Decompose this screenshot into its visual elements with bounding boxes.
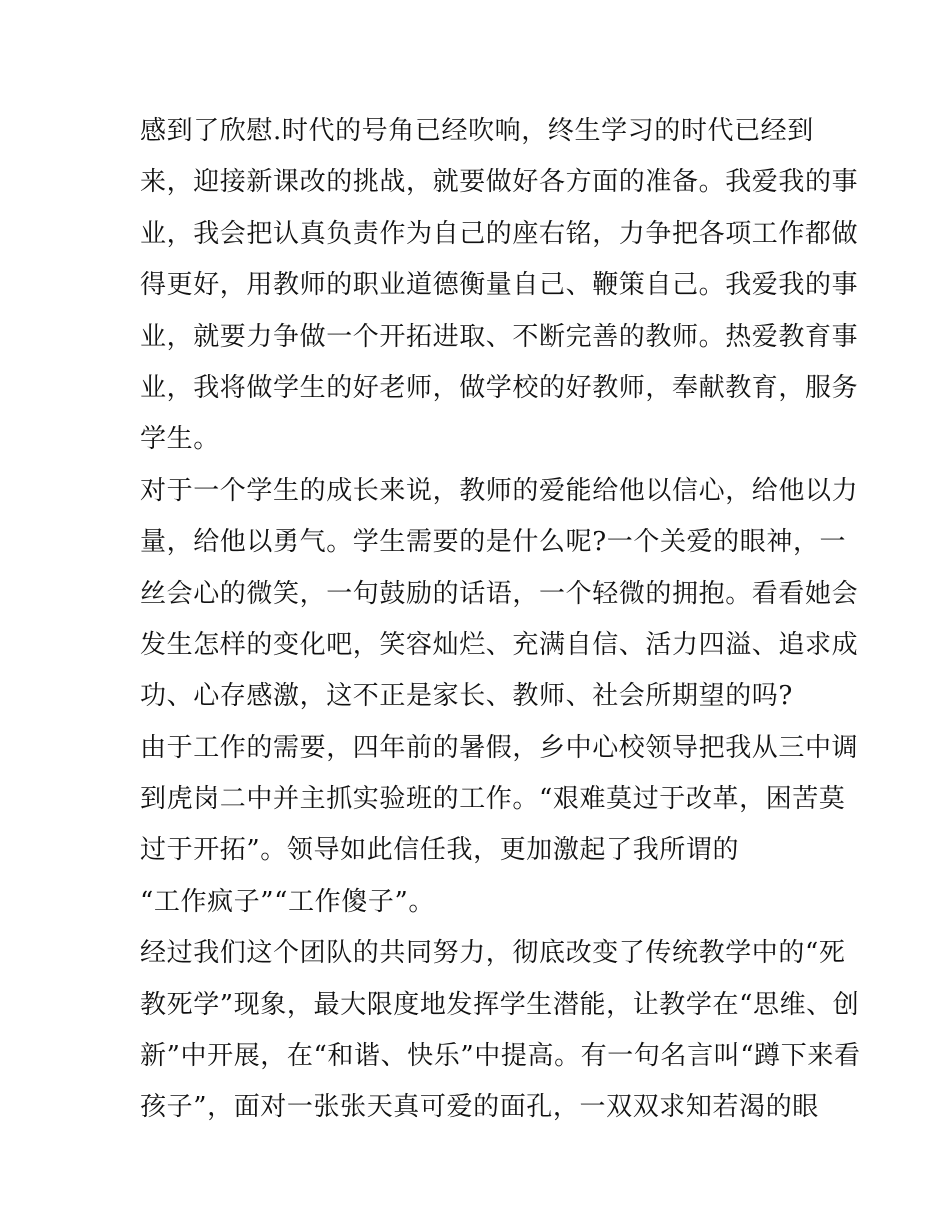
text-line: 来，迎接新课改的挑战，就要做好各方面的准备。我爱我的事 [140, 167, 859, 198]
text-line: 业，我将做学生的好老师，做学校的好教师，奉献教育，服务 [140, 372, 859, 403]
text-line: 感到了欣慰.时代的号角已经吹响，终生学习的时代已经到 [140, 116, 814, 146]
text-line: 量，给他以勇气。学生需要的是什么呢?一个关爱的眼神，一 [140, 527, 847, 558]
text-line: 对于一个学生的成长来说，教师的爱能给他以信心，给他以力 [140, 475, 859, 506]
text-line: 得更好，用教师的职业道德衡量自己、鞭策自己。我爱我的事 [140, 270, 859, 301]
text-line: 业，我会把认真负责作为自己的座右铭，力争把各项工作都做 [140, 218, 859, 249]
text-line: 业，就要力争做一个开拓进取、不断完善的教师。热爱教育事 [140, 321, 859, 352]
document-body [140, 106, 861, 1134]
text-line: 新”中开展，在“和谐、快乐”中提高。有一句名言叫“蹲下来看 [140, 1041, 861, 1072]
text-line: 由于工作的需要，四年前的暑假，乡中心校领导把我从三中调 [140, 732, 859, 763]
text-line: 功、心存感激，这不正是家长、教师、社会所期望的吗? [140, 681, 793, 712]
text-line: “工作疯子”“工作傻子”。 [140, 886, 435, 917]
text-line: 到虎岗二中并主抓实验班的工作。“艰难莫过于改革，困苦莫 [140, 784, 846, 815]
text-line: 孩子”，面对一张张天真可爱的面孔，一双双求知若渴的眼 [140, 1092, 819, 1123]
text-line: 丝会心的微笑，一句鼓励的话语，一个轻微的拥抱。看看她会 [140, 578, 859, 609]
text-line: 学生。 [140, 424, 220, 455]
text-line: 教死学”现象，最大限度地发挥学生潜能，让教学在“思维、创 [140, 989, 860, 1020]
text-line: 过于开拓”。领导如此信任我，更加激起了我所谓的 [140, 835, 740, 866]
text-line: 发生怎样的变化吧，笑容灿烂、充满自信、活力四溢、追求成 [140, 629, 859, 660]
text-line: 经过我们这个团队的共同努力，彻底改变了传统教学中的“死 [140, 938, 846, 969]
